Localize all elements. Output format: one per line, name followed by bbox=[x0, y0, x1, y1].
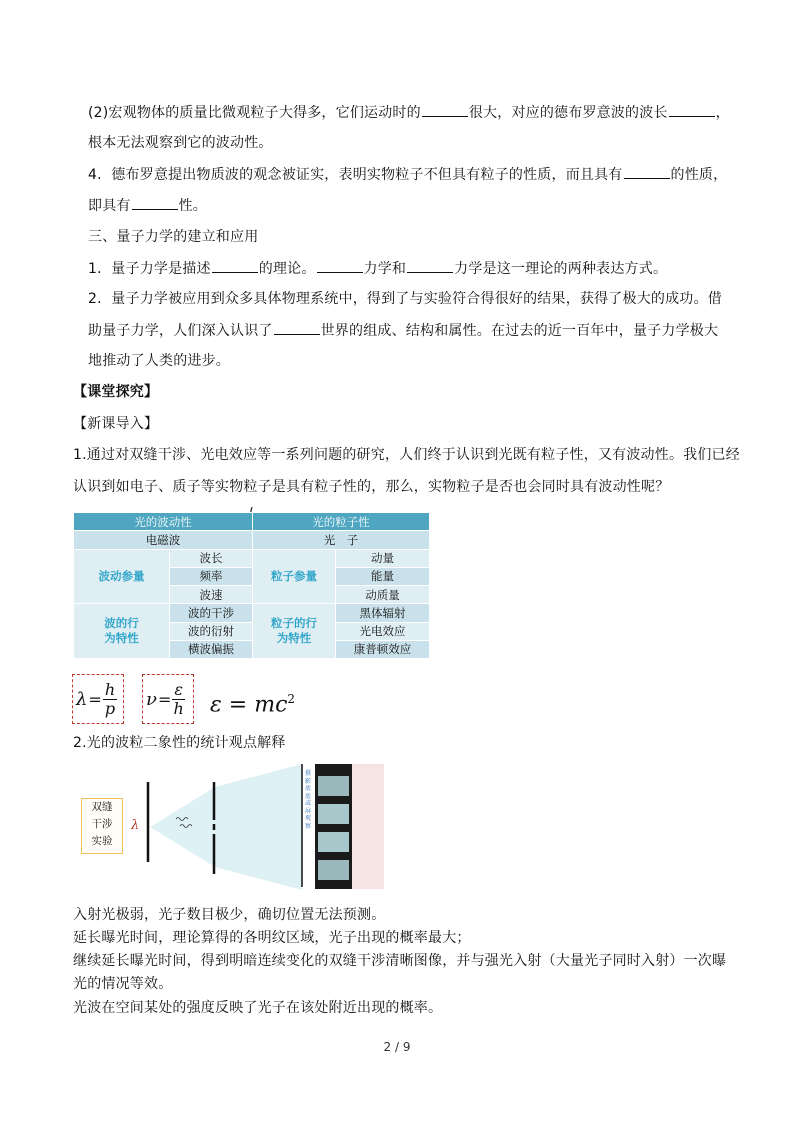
screen-label: 摄影底底或屏观察 bbox=[305, 770, 312, 830]
para-4-text-b: 的性质， bbox=[670, 167, 728, 183]
frequency-cell: 频率 bbox=[170, 567, 253, 585]
wave-behavior-line2: 为特性 bbox=[104, 631, 139, 646]
formula-nu-box bbox=[142, 674, 194, 724]
blank-4 bbox=[132, 195, 178, 210]
para-4-line2 bbox=[88, 195, 207, 216]
formula-eps-over-h bbox=[172, 681, 185, 718]
intro-line2: 认识到如电子、质子等实物粒子是具有粒子性的，那么，实物粒子是否也会同时具有波动性呢？ bbox=[73, 479, 670, 495]
particle-params-cell: 粒子参量 bbox=[253, 549, 336, 604]
formula-nu: ν bbox=[146, 689, 157, 710]
wave-behavior-cell bbox=[74, 604, 170, 659]
momentum-cell: 动量 bbox=[336, 549, 430, 567]
blank-7 bbox=[407, 258, 453, 273]
page-number: 2 / 9 bbox=[383, 1040, 411, 1054]
particle-behavior-cell bbox=[253, 604, 336, 659]
double-slit-diagram bbox=[130, 762, 390, 892]
formula-eq-2: = bbox=[157, 690, 172, 709]
para-4-line1 bbox=[88, 164, 727, 185]
obs-line-3b: 光的情况等效。 bbox=[73, 976, 173, 992]
dynamic-mass-cell: 动质量 bbox=[336, 586, 430, 604]
qm-1-text-c: 力学和 bbox=[363, 261, 407, 277]
formula-epsilon: ε bbox=[174, 680, 183, 699]
double-slit-label-2: 干涉 bbox=[91, 818, 113, 830]
qm-2-text-b: 助量子力学，人们深入认识了 bbox=[88, 323, 273, 339]
para-2-text-d: 根本无法观察到它的波动性。 bbox=[88, 135, 273, 151]
qm-1-text-a: 1．量子力学是描述 bbox=[88, 261, 211, 277]
formula-h-2: h bbox=[173, 699, 184, 718]
blackbody-cell: 黑体辐射 bbox=[336, 604, 430, 622]
para-2-text-c: ， bbox=[715, 105, 730, 121]
double-slit-label-box bbox=[81, 798, 123, 854]
qm-2-text-c: 世界的组成、结构和属性。在过去的近一百年中，量子力学极大 bbox=[320, 323, 719, 339]
bright-fringe-1 bbox=[318, 776, 349, 796]
class-explore-heading: 【课堂探究】 bbox=[73, 384, 159, 400]
formula-lambda-box bbox=[72, 674, 124, 724]
blank-5 bbox=[212, 258, 258, 273]
para-2-text-b: 很大，对应的德布罗意波的波长 bbox=[468, 105, 668, 121]
em-wave-cell: 电磁波 bbox=[74, 531, 253, 549]
qm-2-line2 bbox=[88, 320, 718, 341]
wavelength-cell: 波长 bbox=[170, 549, 253, 567]
intro-line1: 1.通过对双缝干涉、光电效应等一系列问题的研究，人们终于认识到光既有粒子性，又有波动性。我们已经 bbox=[73, 447, 740, 463]
qm-2-text-a: 2．量子力学被应用到众多具体物理系统中，得到了与实验符合得很好的结果，获得了极大的成功。借 bbox=[88, 291, 722, 307]
section-3-title: 三、量子力学的建立和应用 bbox=[88, 229, 259, 245]
obs-line-3a: 继续延长曝光时间，得到明暗连续变化的双缝干涉清晰图像，并与强光入射（大量光子同时入射）一次曝 bbox=[73, 953, 727, 969]
para-2-text-a: (2)宏观物体的质量比微观粒子大得多，它们运动时的 bbox=[88, 105, 421, 121]
formula-lambda: λ bbox=[76, 689, 88, 710]
para-4-text-d: 性。 bbox=[178, 198, 208, 214]
qm-1-text-b: 的理论。 bbox=[258, 261, 316, 277]
qm-2-line3 bbox=[88, 351, 230, 371]
para-4-text-a: 4．德布罗意提出物质波的观念被证实，表明实物粒子不但具有粒子的性质，而且具有 bbox=[88, 167, 623, 183]
photon-cell: 光 子 bbox=[253, 531, 430, 549]
wave-header: 光的波动性 bbox=[74, 513, 253, 531]
formula-emc: ε = mc bbox=[210, 692, 288, 718]
bright-fringe-2 bbox=[318, 804, 349, 824]
obs-line-4: 光波在空间某处的强度反映了光子在该处附近出现的概率。 bbox=[73, 1000, 443, 1016]
blank-1 bbox=[422, 102, 468, 117]
energy-cell: 能量 bbox=[336, 567, 430, 585]
qm-2-line1 bbox=[88, 289, 722, 309]
blank-3 bbox=[624, 164, 670, 179]
blank-6 bbox=[317, 258, 363, 273]
blank-8 bbox=[274, 320, 320, 335]
obs-line-2: 延长曝光时间，理论算得的各明纹区域，光子出现的概率最大； bbox=[73, 930, 471, 946]
obs-line-1: 入射光极弱，光子数目极少，确切位置无法预测。 bbox=[73, 907, 386, 923]
para-2-line2 bbox=[88, 133, 273, 153]
particle-behavior-line1: 粒子的行 bbox=[271, 616, 317, 631]
light-cone-2 bbox=[215, 764, 302, 890]
wave-speed-cell: 波速 bbox=[170, 586, 253, 604]
bright-fringe-3 bbox=[318, 832, 349, 852]
wave-behavior-line1: 波的行 bbox=[104, 616, 139, 631]
wave-params-cell: 波动参量 bbox=[74, 549, 170, 604]
formula-p: p bbox=[104, 699, 116, 718]
blank-2 bbox=[669, 102, 715, 117]
qm-2-text-d: 地推动了人类的进步。 bbox=[88, 353, 230, 369]
double-slit-label-3: 实验 bbox=[91, 835, 113, 847]
polarization-cell: 横波偏振 bbox=[170, 640, 253, 658]
diffraction-cell: 波的衍射 bbox=[170, 622, 253, 640]
formula-h: h bbox=[104, 680, 116, 699]
formula-eq-1: = bbox=[88, 690, 102, 709]
para-4-text-c: 即具有 bbox=[88, 198, 131, 214]
background-plate bbox=[352, 764, 384, 889]
interference-cell: 波的干涉 bbox=[170, 604, 253, 622]
compton-cell: 康普顿效应 bbox=[336, 640, 430, 658]
wave-particle-table bbox=[73, 512, 430, 659]
photoelectric-cell: 光电效应 bbox=[336, 622, 430, 640]
bright-fringe-4 bbox=[318, 860, 349, 880]
double-slit-label-1: 双缝 bbox=[91, 801, 113, 813]
formula-h-over-p bbox=[103, 681, 117, 718]
formula-square: 2 bbox=[287, 692, 296, 706]
particle-header: 光的粒子性 bbox=[253, 513, 430, 531]
qm-1-text-d: 力学是这一理论的两种表达方式。 bbox=[454, 261, 668, 277]
particle-behavior-line2: 为特性 bbox=[276, 631, 312, 646]
qm-1-line bbox=[88, 258, 667, 279]
new-lesson-heading: 【新课导入】 bbox=[73, 416, 159, 432]
lambda-symbol: λ bbox=[131, 818, 140, 833]
stat-title: 2.光的波粒二象性的统计观点解释 bbox=[73, 735, 286, 751]
para-2-line1 bbox=[88, 102, 730, 123]
light-cone-1 bbox=[150, 787, 215, 867]
formula-emc2 bbox=[210, 692, 295, 717]
